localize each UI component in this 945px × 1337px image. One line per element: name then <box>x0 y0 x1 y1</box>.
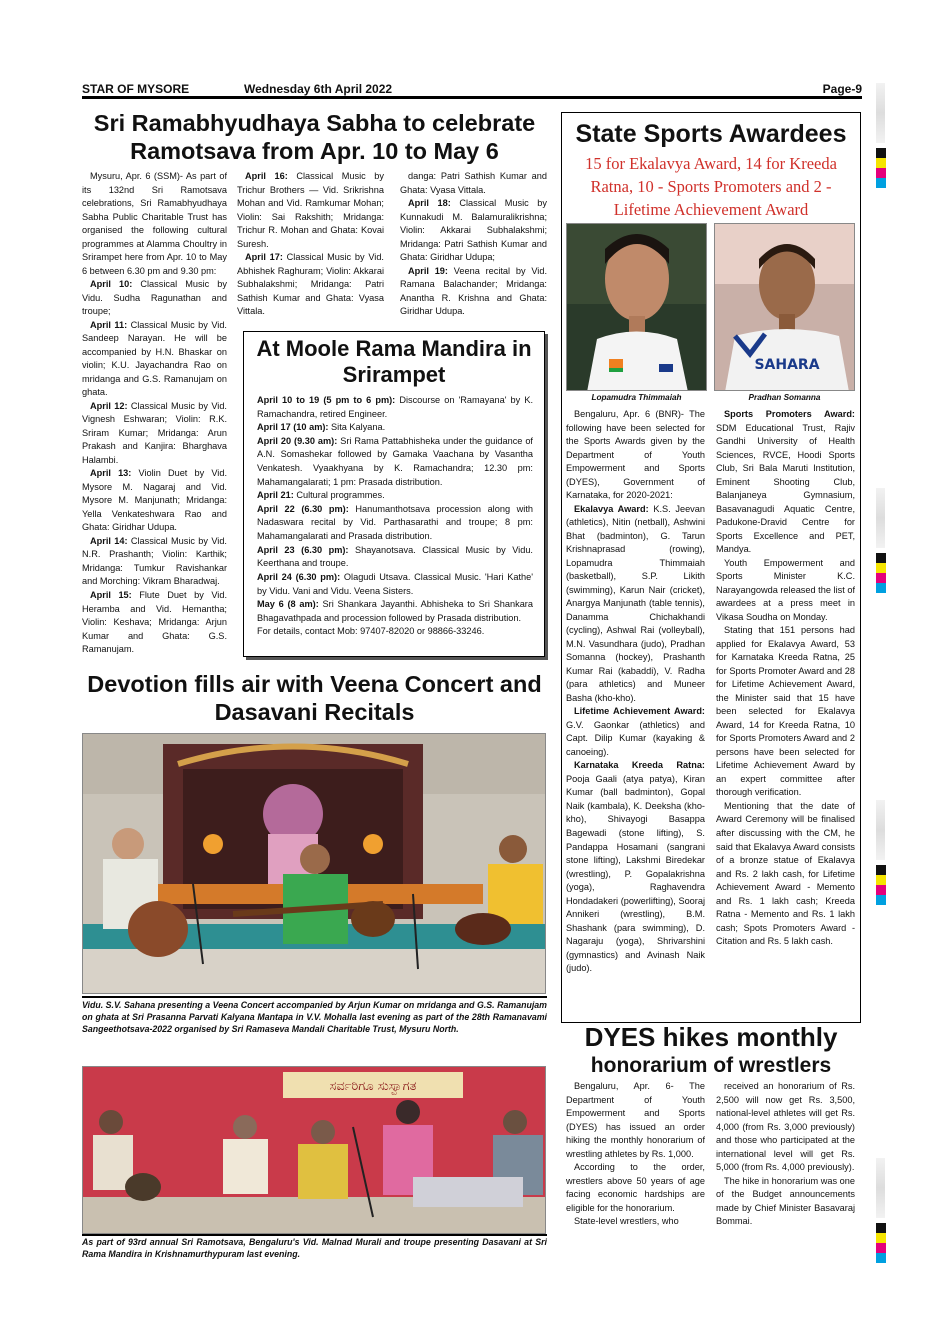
color-mark-1 <box>876 148 886 188</box>
paragraph-lead: April 24 (6.30 pm): <box>257 571 341 582</box>
paragraph-lead: April 12: <box>90 400 128 411</box>
paragraph-lead: April 18: <box>408 198 451 209</box>
header-rule <box>82 96 862 99</box>
dasavani-photo <box>82 1066 546 1234</box>
paragraph: Sports Promoters Award: SDM Educational Trust, Rajiv Gandhi University of Health Sciences, RVCE, Hoodi Sports Club, Sri Bala Maruti Institution, Eminent Shooting Club, Balanjaneya Gymnasium, Basavanagudi Aquatic Centre, Padukone-Dravid Centre for Sports Excellence and PET, Mandya. <box>716 409 855 555</box>
pradhan-caption: Pradhan Somanna <box>748 393 821 402</box>
paragraph: April 10 to 19 (5 pm to 6 pm): Discourse on 'Ramayana' by K. Ramachandra, retired Engineer. <box>257 395 533 419</box>
paragraph-lead: Ekalavya Award: <box>574 503 649 514</box>
paragraph: April 24 (6.30 pm): Olagudi Utsava. Classical Music. 'Hari Kathe' by Vidu. Vani and Vidu. Veena Sisters. <box>257 571 533 596</box>
paragraph-lead: April 15: <box>90 589 132 600</box>
paragraph: Stating that 151 persons had applied for Ekalavya Award, 53 for Karnataka Kreeda Ratna, 25 for Sports Promoter Award and 28 for Lifetime Achievement Award, the Minister said that 15 have been selected for Ekalavya Award, 14 for Kreeda Ratna, 10 for Sports Promoters Award and 2 persons have been selected for Lifetime Achievement Award by an expert committee after thorough verification. <box>716 625 855 798</box>
pradhan-photo <box>714 223 855 391</box>
paragraph: April 22 (6.30 pm): Hanumanthotsava procession along with Nadaswara recital by Vid. Parthasarathi and troupe; 8 pm: Mahamangalarati and Prasada distribution. <box>257 503 533 542</box>
paragraph: For details, contact Mob: 97407-82020 or 98866-33246. <box>257 626 485 637</box>
paragraph: State-level wrestlers, who <box>574 1216 679 1227</box>
paragraph-lead: April 14: <box>90 535 128 546</box>
paragraph: April 15: Flute Duet by Vid. Heramba and Vid. Hemantha; Violin: Keshava; Mridanga: Arjun Kumar and Ghata: G.S. Ramanujam. <box>82 589 227 655</box>
ramabhyudhaya-headline: Sri Ramabhyudhaya Sabha to celebrate Ramotsava from Apr. 10 to May 6 <box>93 110 536 164</box>
paragraph: Lifetime Achievement Award: G.V. Gaonkar (athletics) and Capt. Dilip Kumar (kayaking & canoeing). <box>566 706 705 757</box>
paragraph: According to the order, wrestlers above 50 years of age facing economic hardships are eligible for the honorarium. <box>566 1162 705 1213</box>
paragraph: April 12: Classical Music by Vid. Vignesh Eshwaran; Violin: R.K. Sriram Kumar; Mridanga: Arun Prakash and Kanjira: Bharghava Halambi. <box>82 400 227 465</box>
page-number: Page-9 <box>822 82 862 96</box>
sports-col-1 <box>566 408 705 1016</box>
paragraph-lead: April 17: <box>245 252 283 263</box>
paragraph-lead: April 13: <box>90 468 132 479</box>
paragraph: April 16: Classical Music by Trichur Brothers — Vid. Srikrishna Mohan and Vid. Ramkumar Mohan; Violin: Sai Rakshith; Mridanga: Trichur R. Mohan and Ghata: Kovai Suresh. <box>237 171 384 249</box>
margin-strip-1 <box>876 83 885 143</box>
dyes-headline-2: honorarium of wrestlers <box>590 1054 832 1077</box>
paragraph-lead: April 21: <box>257 490 294 501</box>
paragraph-lead: April 19: <box>408 265 448 276</box>
paragraph-lead: April 20 (9.30 am): <box>257 435 338 446</box>
paragraph: April 11: Classical Music by Vid. Sandeep Narayan. He will be accompanied by H.N. Bhaskar on violin; K.U. Jayachandra Rao on mridanga and G.S. Ramanujam on ghata. <box>82 319 227 398</box>
paragraph: April 17: Classical Music by Vid. Abhishek Raghuram; Violin: Akkarai Subhalakshmi; Mridanga: Patri Sathish Kumar and Ghata: Vyasa Vittala. <box>237 252 384 317</box>
margin-strip-4 <box>876 1158 885 1218</box>
paragraph: Bengaluru, Apr. 6 (BNR)- The following have been selected for the Sports Awards given by the Department of Youth Empowerment and Sports (DYES), Government of Karnataka, for 2020-2021: <box>566 409 705 501</box>
caption-1-rule <box>82 996 547 998</box>
ramabhyudhaya-col-2 <box>237 170 384 325</box>
color-mark-4 <box>876 1223 886 1263</box>
paragraph: The hike in honorarium was one of the Budget announcements made by Chief Minister Basavaraj Bommai. <box>716 1175 855 1227</box>
color-mark-3 <box>876 865 886 905</box>
margin-strip-2 <box>876 488 885 548</box>
sports-col-2 <box>716 408 855 1016</box>
paragraph: April 14: Classical Music by Vid. N.R. Prashanth; Violin: Karthik; Mridanga: Tumkur Ravishankar and Morching: Vikram Bharadwaj. <box>82 535 227 587</box>
paragraph: April 20 (9.30 am): Sri Rama Pattabhisheka under the guidance of A.N. Somashekar followed by Gamaka Vaachana by Vasantha Venkatesh. Vyaakhyana by K. Ramachandra; 12.30 pm: Mahamangalarati; 1 pm: Prasada distribution. <box>257 435 533 487</box>
veena-concert-photo <box>82 733 546 994</box>
ramabhyudhaya-col-1 <box>82 170 227 662</box>
issue-date: Wednesday 6th April 2022 <box>244 82 393 96</box>
jersey-text: SAHARA <box>754 357 820 373</box>
paragraph: Ekalavya Award: K.S. Jeevan (athletics), Nitin (netball), Ashwini Bhat (badminton), G. Tarun Krishnaprasad (rowing), Lopamudra Thimmaiah (basketball), S.P. Likith (swimming), Karun Nair (cricket), Anargya Manjunath (table tennis), Danamma Chichakhandi (cycling), Ashwal Rai (volleyball), M.N. Vasundhara (judo), Pradhan Somanna (hockey), Prashanth Kumar Rai (kabaddi), V. Radha (para athletics) and Muneer Basha (kho-kho). <box>566 503 705 703</box>
moole-schedule <box>257 394 533 639</box>
paragraph-lead: Lifetime Achievement Award: <box>574 706 705 717</box>
paragraph-lead: May 6 (8 am): <box>257 599 319 610</box>
paragraph: Karnataka Kreeda Ratna: Pooja Gaali (atya patya), Kiran Kumar (ball badminton), Gopal Naik (kambala), K. Deeksha (kho-kho), Shivayogi Basappa Bagewadi (stone lifting), S. Pandappa Hosamani (sangrani stone lifting), Lakshmi Biredekar (wrestling), P. Gopalakrishna (yoga), Raghavendra Hondadakeri (powerlifting), Sooraj Annikeri (wrestling), B.M. Shashank (para swimming), D. Nagaraju (yoga), Shrivarshini (gymnastics) and Avinash Naik (judo). <box>566 760 705 974</box>
devotion-headline: Devotion fills air with Veena Concert and Dasavani Recitals <box>87 671 542 725</box>
sports-subheadline: 15 for Ekalavya Award, 14 for Kreeda Ratna, 10 - Sports Promoters and 2 - Lifetime Achievement Award <box>585 154 837 219</box>
welcome-banner: ಸರ್ವರಿಗೂ ಸುಸ್ವಾಗತ <box>329 1079 417 1094</box>
paragraph: danga: Patri Sathish Kumar and Ghata: Vyasa Vittala. <box>400 171 547 195</box>
paragraph-lead: April 10: <box>90 279 133 290</box>
paragraph: April 19: Veena recital by Vid. Ramana Balachander; Mridanga: Anantha R. Krishna and Ghata: Giridhar Udupa. <box>400 265 547 317</box>
paragraph: Bengaluru, Apr. 6- The Department of Youth Empowerment and Sports (DYES) has issued an order hiking the monthly honorarium of wrestling athletes by Rs. 1,000. <box>566 1081 705 1159</box>
paragraph: April 21: Cultural programmes. <box>257 490 385 501</box>
paragraph: Mentioning that the date of Award Ceremony will be finalised after discussing with the CM, he said that Ekalavya Award consists of a bronze statue of Ekalavya and Rs. 2 lakh cash, for Lifetime Achievement Award - Memento and Rs. 1 lakh cash; Kreeda Ratna - Memento and Rs. 1 lakh cash; Spots Promoters Award - Citation and Rs. 5 lakh cash. <box>716 800 855 947</box>
ramabhyudhaya-col-3 <box>400 170 547 325</box>
paragraph-lead: April 17 (10 am): <box>257 422 329 433</box>
paragraph-lead: April 23 (6.30 pm): <box>257 544 349 555</box>
paragraph: May 6 (8 am): Sri Shankara Jayanthi. Abhisheka to Sri Shankara Bhagavathpada and procession followed by Prasada distribution. <box>257 599 533 623</box>
paragraph: April 13: Violin Duet by Vid. Mysore M. Nagaraj and Vid. Mysore M. Manjunath; Mridanga: Yella Venkateshwara Rao and Ghata: Giridhar Udupa. <box>82 468 227 533</box>
paragraph: received an honorarium of Rs. 2,500 will now get Rs. 3,500, national-level athletes will get Rs. 4,000 (from Rs. 3,000 previously) and those who participated at the international level will get Rs. 5,000 (from Rs. 4,000 previously). <box>716 1081 855 1173</box>
paragraph: April 17 (10 am): Sita Kalyana. <box>257 422 386 433</box>
sports-headline: State Sports Awardees <box>575 120 847 148</box>
lopamudra-photo <box>566 223 707 391</box>
dyes-col-1 <box>566 1080 705 1256</box>
moole-headline: At Moole Rama Mandira in Srirampet <box>256 336 532 387</box>
paragraph: Mysuru, Apr. 6 (SSM)- As part of its 132nd Sri Ramotsava celebrations, Sri Ramabhyudhaya Sabha Public Charitable Trust has organised the following cultural programmes at Alamma Choultry in Srirampet here from Apr. 10 to May 6 between 6.30 pm and 9.30 pm: <box>82 171 227 276</box>
paragraph-lead: Sports Promoters Award: <box>724 409 855 419</box>
caption-2-rule <box>82 1234 547 1236</box>
publication-name: STAR OF MYSORE <box>82 82 190 96</box>
paragraph-lead: April 22 (6.30 pm): <box>257 503 349 514</box>
dyes-headline-1: DYES hikes monthly <box>584 1022 838 1052</box>
dasavani-caption: As part of 93rd annual Sri Ramotsava, Bengaluru's Vid. Malnad Murali and troupe presenting Dasavani at Sri Rama Mandira in Krishnamurthypuram last evening. <box>82 1237 547 1259</box>
lopamudra-caption: Lopamudra Thimmaiah <box>591 393 682 402</box>
paragraph-lead: April 10 to 19 (5 pm to 6 pm): <box>257 395 396 405</box>
color-mark-2 <box>876 553 886 593</box>
paragraph-lead: April 11: <box>90 319 128 330</box>
veena-concert-caption: Vidu. S.V. Sahana presenting a Veena Concert accompanied by Arjun Kumar on mridanga and G.S. Ramanujam on ghata at Sri Prasanna Parvati Kalyana Mantapa in V.V. Mohalla last evening as part of the 28th Ramanavami Sangeethotsava-2022 organised by Sri Ramaseva Mandali Charitable Trust, Mysuru North. <box>82 1000 547 1034</box>
margin-strip-3 <box>876 800 885 860</box>
paragraph: April 18: Classical Music by Kunnakudi M. Balamuralikrishna; Violin: Akkarai Subhalakshmi; Mridanga: Patri Sathish Kumar and Ghata: Giridhar Udupa; <box>400 198 547 263</box>
paragraph: April 10: Classical Music by Vidu. Sudha Ragunathan and troupe; <box>82 279 227 317</box>
moole-rama-mandira-box <box>243 331 545 657</box>
dyes-col-2 <box>716 1080 855 1256</box>
paragraph-lead: April 16: <box>245 171 288 181</box>
paragraph-lead: Karnataka Kreeda Ratna: <box>574 760 705 771</box>
paragraph: Youth Empowerment and Sports Minister K.C. Narayangowda released the list of awardees at a press meet in Vikasa Soudha on Monday. <box>716 557 855 622</box>
paragraph: April 23 (6.30 pm): Shayanotsava. Classical Music by Vidu. Keerthana and troupe. <box>257 544 533 569</box>
